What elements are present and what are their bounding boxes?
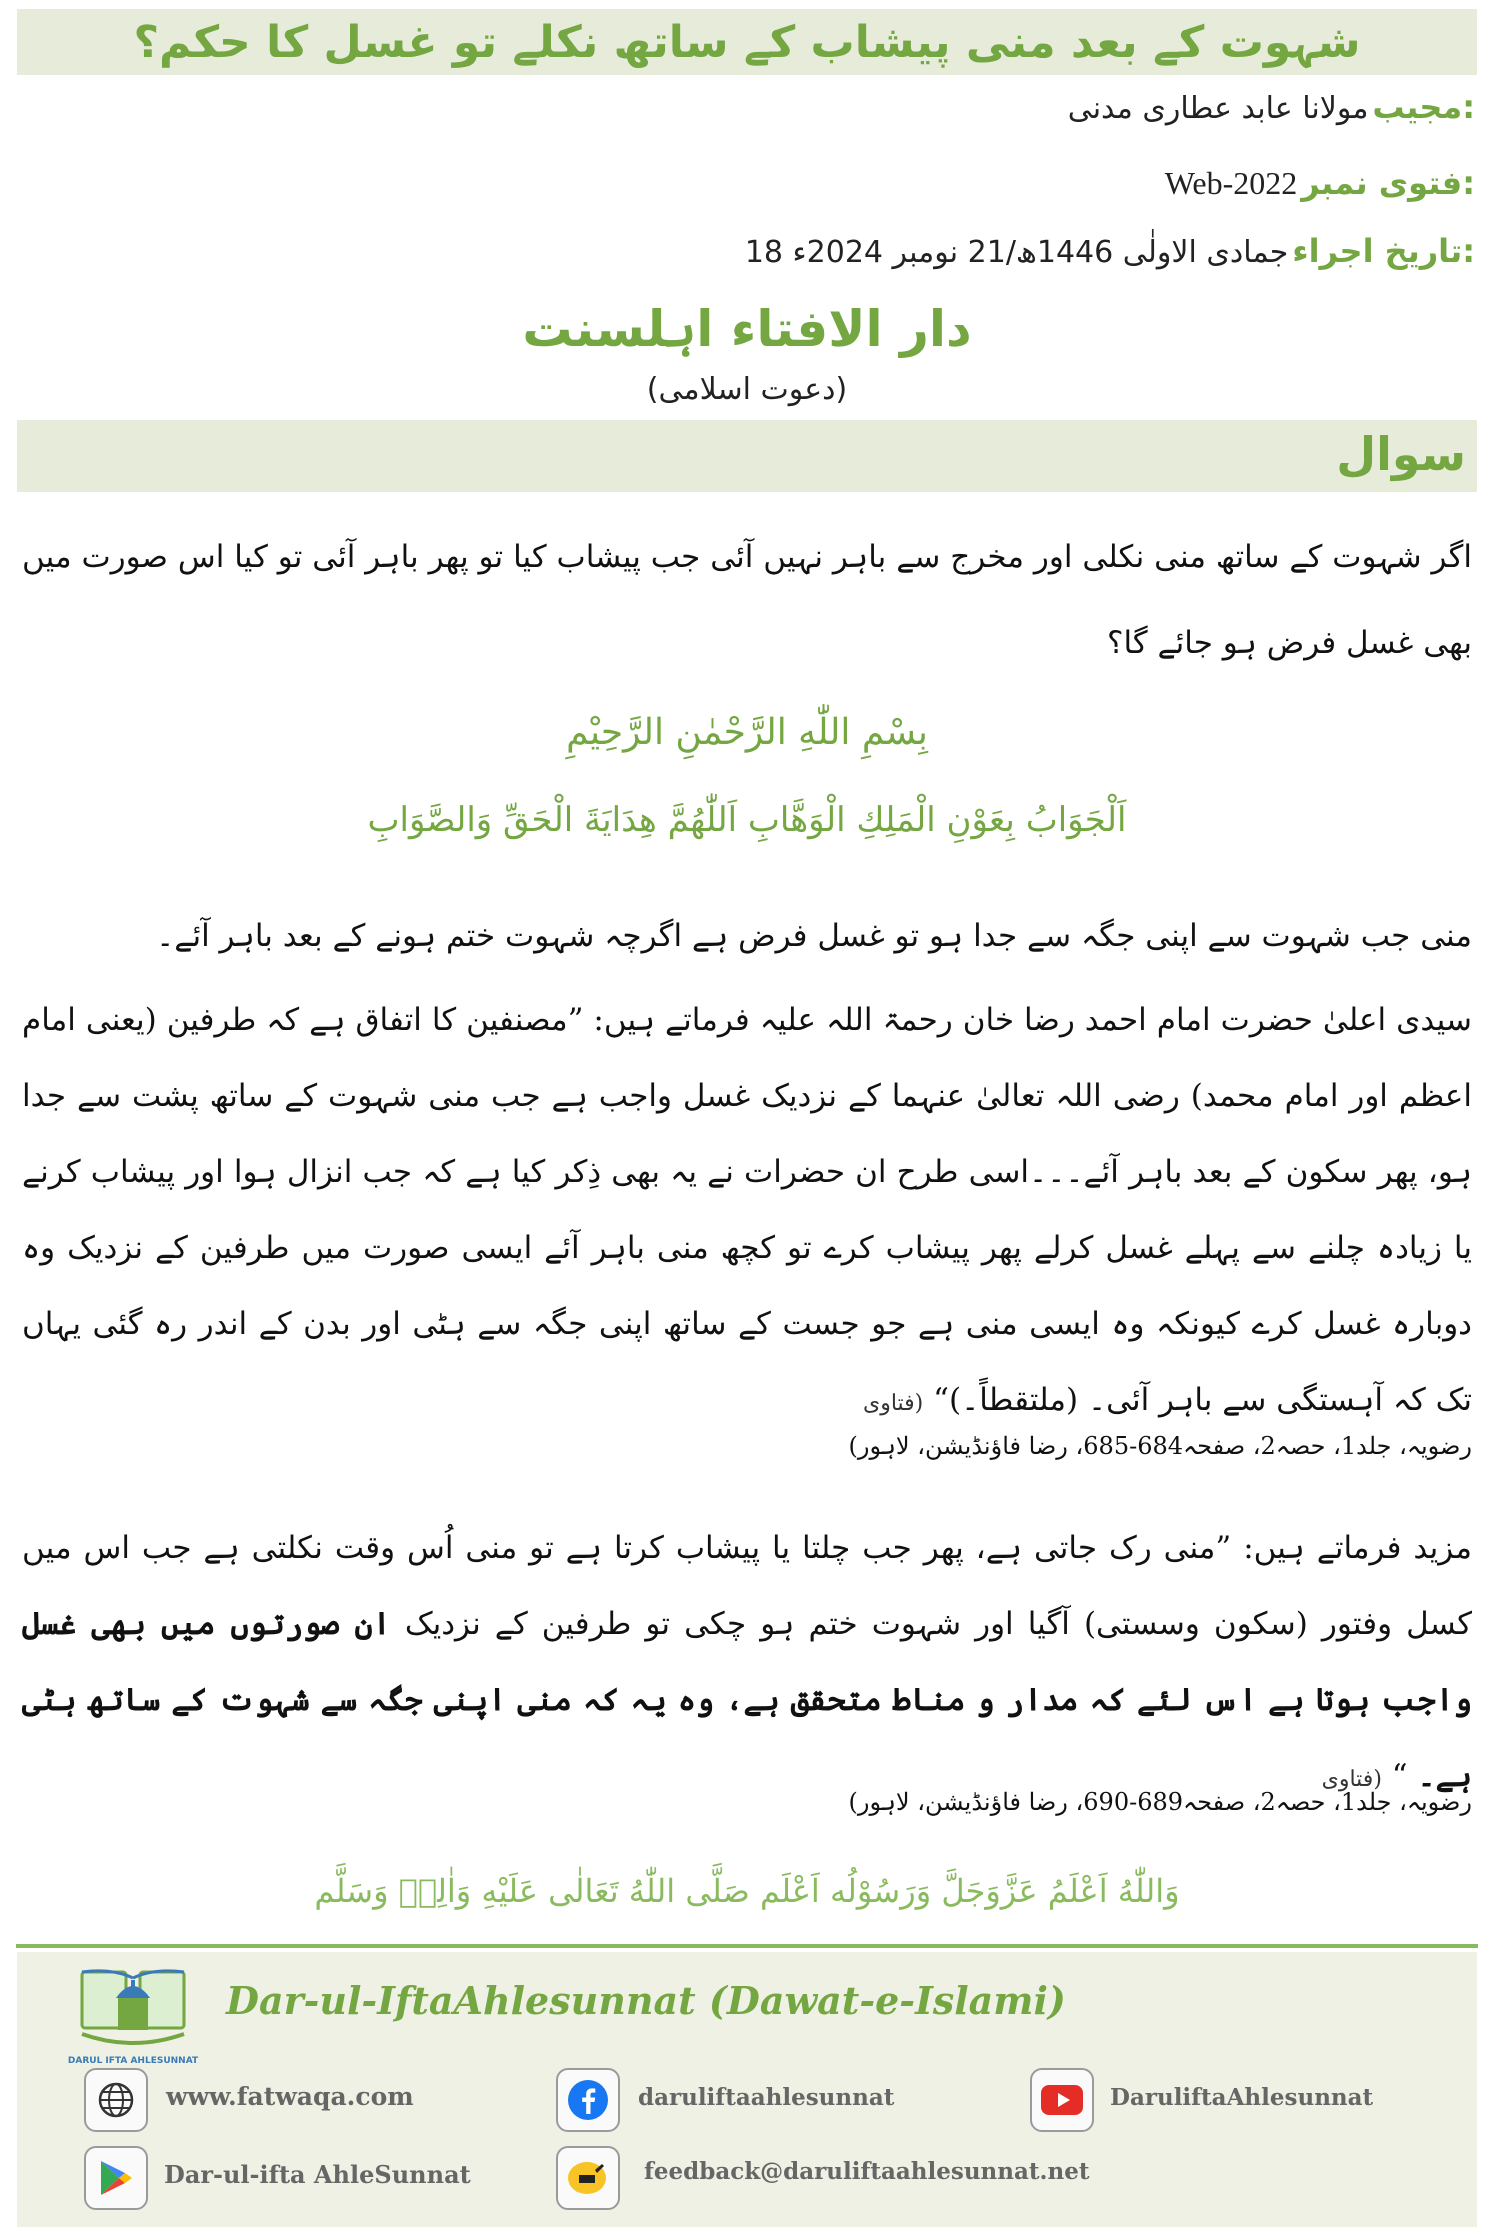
youtube-link[interactable]: DaruliftaAhlesunnat bbox=[1110, 2084, 1374, 2111]
question-heading: سوال bbox=[1336, 427, 1466, 481]
answer-paragraph-3 bbox=[22, 1510, 1472, 1818]
org-subtitle: (دعوت اسلامی) bbox=[646, 372, 848, 407]
mujeeb-value: مولانا عابد عطاری مدنی bbox=[1067, 91, 1369, 126]
question-text: اگر شہوت کے ساتھ منی نکلی اور مخرج سے باہر نہیں آئی جب پیشاب کیا تو پھر باہر آئی تو کیا اس صورت میں بھی غسل فرض ہو جائے گا؟ bbox=[22, 539, 1472, 661]
answer-paragraph-3-reference: رضویہ، جلد1، حصہ2، صفحہ689-690، رضا فاؤنڈیشن، لاہور) bbox=[848, 1788, 1472, 1816]
fatwa-number-label: فتوی نمبر: bbox=[1301, 164, 1475, 202]
answer-paragraph-2-reference: رضویہ، جلد1، حصہ2، صفحہ684-685، رضا فاؤنڈیشن، لاہور) bbox=[848, 1432, 1472, 1460]
mujeeb-row bbox=[1068, 88, 1475, 126]
feedback-icon bbox=[566, 2158, 610, 2198]
answer-paragraph-2 bbox=[22, 982, 1472, 1442]
mujeeb-label: مجیب: bbox=[1372, 88, 1475, 126]
feedback-link-icon[interactable] bbox=[556, 2146, 620, 2210]
org-name: دار الافتاء اہلسنت bbox=[522, 300, 972, 358]
play-store-icon bbox=[97, 2158, 135, 2198]
answer-paragraph-2-text: سیدی اعلیٰ حضرت امام احمد رضا خان رحمۃ اللہ علیہ فرماتے ہیں: ”مصنفین کا اتفاق ہے کہ طرفین (یعنی امام اعظم اور امام محمد) رضی اللہ تعالیٰ عنہما کے نزدیک غسل واجب ہے جب منی شہوت کے ساتھ پشت سے جدا ہو، پھر سکون کے بعد باہر آئے۔۔۔اسی طرح ان حضرات نے یہ بھی ذِکر کیا ہے کہ جب انزال ہوا اور پیشاب کرنے یا زیادہ چلنے سے پہلے غسل کرلے پھر پیشاب کرے تو کچھ منی باہر آئے ایسی صورت میں طرفین کے نزدیک وہ دوبارہ غسل کرے کیونکہ وہ ایسی منی ہے جو جست کے ساتھ اپنی جگہ سے ہٹی اور بدن کے اندر رہ گئی یہاں تک کہ آہستگی سے باہر آئی۔ (ملتقطاً۔)“ bbox=[22, 1002, 1472, 1418]
title-band bbox=[17, 9, 1477, 75]
fatwa-number-row bbox=[1165, 164, 1475, 202]
date-row bbox=[745, 232, 1475, 270]
website-link-icon[interactable] bbox=[84, 2068, 148, 2132]
page-title: شہوت کے بعد منی پیشاب کے ساتھ نکلے تو غسل کا حکم؟ bbox=[133, 16, 1361, 68]
question-band bbox=[17, 420, 1477, 492]
answer-paragraph-3-quote-end: “ bbox=[1391, 1758, 1408, 1794]
logo-caption: DARUL IFTA AHLESUNNAT bbox=[67, 2056, 199, 2066]
dar-ul-ifta-logo-icon bbox=[72, 1960, 194, 2060]
facebook-link[interactable]: daruliftaahlesunnat bbox=[638, 2084, 895, 2111]
globe-icon bbox=[96, 2080, 136, 2120]
footer-divider bbox=[16, 1944, 1478, 1948]
facebook-link-icon[interactable] bbox=[556, 2068, 620, 2132]
footer-brand-title: Dar-ul-IftaAhlesunnat (Dawat-e-Islami) bbox=[226, 1978, 1066, 2023]
answer-paragraph-2-ref-lead: (فتاوی bbox=[862, 1391, 924, 1416]
feedback-email-link[interactable]: feedback@daruliftaahlesunnat.net bbox=[644, 2158, 1090, 2185]
youtube-link-icon[interactable] bbox=[1030, 2068, 1094, 2132]
facebook-icon bbox=[566, 2078, 610, 2122]
youtube-icon bbox=[1040, 2084, 1084, 2116]
bismillah: بِسْمِ اللّٰهِ الرَّحْمٰنِ الرَّحِيْمِ bbox=[566, 712, 928, 753]
answer-paragraph-3-text: مزید فرماتے ہیں: ”منی رک جاتی ہے، پھر جب چلتا یا پیشاب کرتا ہے تو منی اُس وقت نکلتی ہے جب اس میں کسل وفتور (سکون وسستی) آگیا اور شہوت ختم ہو چکی تو طرفین کے نزدیک bbox=[22, 1530, 1472, 1642]
answer-paragraph-3-bold: ان صورتوں میں بھی غسل واجب ہوتا ہے اس لئے کہ مدار و مناط متحقق ہے، وہ یہ کہ منی اپنی جگہ سے شہوت کے ساتھ ہٹی ہے۔ bbox=[22, 1606, 1472, 1794]
date-label: تاریخ اجراء: bbox=[1292, 232, 1475, 270]
website-link[interactable]: www.fatwaqa.com bbox=[166, 2082, 414, 2111]
fatwa-number-value: Web-2022 bbox=[1164, 165, 1298, 201]
answer-opening: اَلْجَوَابُ بِعَوْنِ الْمَلِكِ الْوَهَّابِ اَللّٰهُمَّ هِدَايَةَ الْحَقِّ وَالصَّوَابِ bbox=[367, 800, 1127, 840]
closing-dua: وَاللّٰهُ اَعْلَمُ عَزَّوَجَلَّ وَرَسُوْلُه اَعْلَم صَلَّى اللّٰهُ تَعَالٰى عَلَيْهِ وَاٰلِهٖ وَسَلَّم bbox=[314, 1872, 1180, 1910]
playstore-link-icon[interactable] bbox=[84, 2146, 148, 2210]
answer-paragraph-1: منی جب شہوت سے اپنی جگہ سے جدا ہو تو غسل فرض ہے اگرچہ شہوت ختم ہونے کے بعد باہر آئے۔ bbox=[156, 918, 1472, 954]
playstore-link[interactable]: Dar-ul-ifta AhleSunnat bbox=[164, 2160, 471, 2189]
date-value: 18 جمادی الاولٰی 1446ھ/21 نومبر 2024ء bbox=[744, 235, 1289, 270]
answer-paragraph-3-ref-lead: (فتاوی bbox=[1321, 1767, 1382, 1792]
